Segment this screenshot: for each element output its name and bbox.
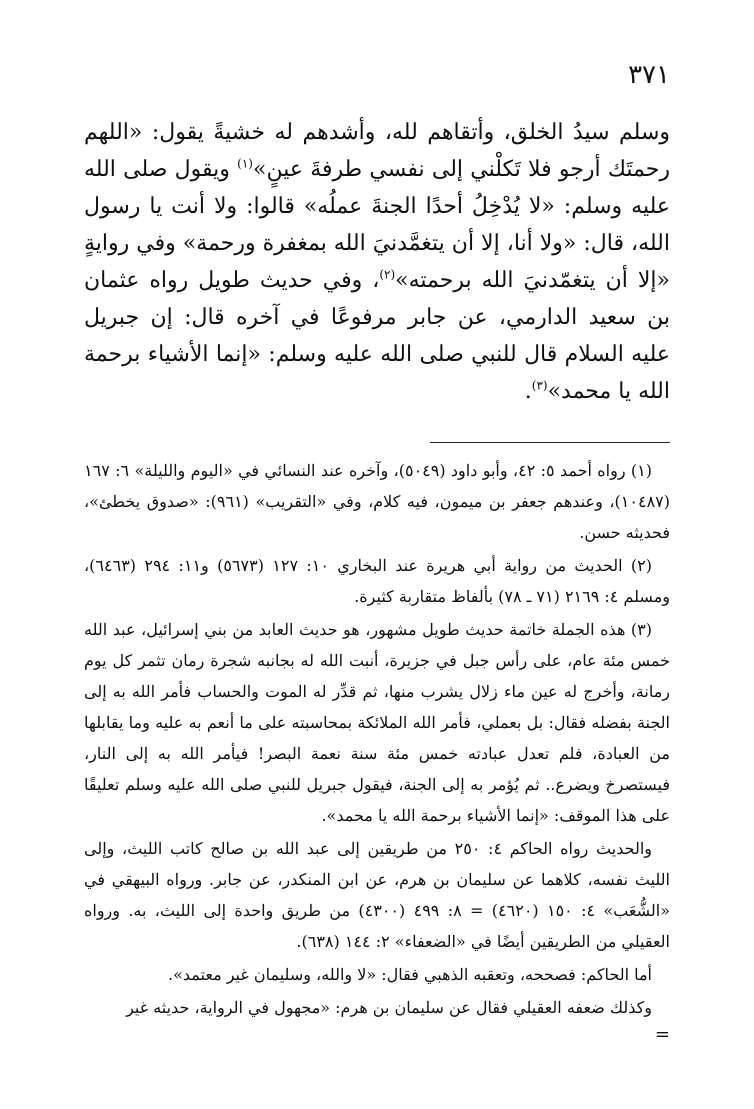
footnote-3-dhahabi: أما الحاكم: فصححه، وتعقبه الذهبي فقال: «لا والله، وسليمان غير معتمد». [168, 965, 652, 984]
footnote-marker-2[interactable]: (٢) [379, 267, 396, 282]
footnote-marker-3[interactable]: (٣) [531, 378, 548, 393]
main-text-part-1: وسلم سيدُ الخلق، وأتقاهم لله، وأشدهم له خشيةً يقول: «اللهم رحمتَك أرجو فلا تَكلْني إلى نفسي طرفةَ عينٍ» [84, 120, 671, 182]
footnote-marker-1[interactable]: (١) [237, 156, 253, 171]
footnote-1: (١) رواه أحمد ٥: ٤٢، وأبو داود (٥٠٤٩)، وآخره عند النسائي في «اليوم والليلة» ٦: ١٦٧ (١٠٤٨٧)، وعندهم جعفر بن ميمون، فيه كلام، وفي «التقريب» (٩٦١): «صدوق يخطئ»، فحديثه حسن. [84, 461, 670, 542]
footnote-divider [430, 442, 670, 443]
footnote-3-uqayli: وكذلك ضعفه العقيلي فقال عن سليمان بن هرم: «مجهول في الرواية، حديثه غير [126, 998, 652, 1017]
main-text-part-4: . [524, 379, 532, 404]
main-text-part-2: ويقول صلى الله عليه وسلم: «لا يُدْخِلُ أحدًا الجنةَ عملُه» قالوا: ولا أنت يا رسول الله، قال: «ولا أنا، إلا أن يتغمَّدنيَ الله بمغفرة ورحمة» وفي روايةٍ «إلا أن يتغمّدنيَ الله برحمته» [84, 157, 670, 293]
footnotes-section [84, 455, 670, 1045]
page-number: ٣٧١ [628, 60, 670, 90]
footnote-3: (٣) هذه الجملة خاتمة حديث طويل مشهور، هو حديث العابد من بني إسرائيل، عبد الله خمس مئة عام، على رأس جبل في جزيرة، أنبت الله له بجانبه شجرة رمان تثمر كل يوم رمانة، وأخرج له عين ماء زلال يشرب منها، ثم قدِّر له الموت والحساب فأمر الله به إلى الجنة بفضله فقال: بل بعملي، فأمر الله الملائكة بمحاسبته على ما أنعم به عليه وما يقابلها من العبادة، فلم تعدل عبادته خمس مئة سنة نعمة البصر! فيأمر الله به إلى النار، فيستصرخ ويضرع.. ثم يُؤمر به إلى الجنة، فيقول جبريل للنبي صلى الله عليه وسلم تعليقًا على هذا الموقف: «إنما الأشياء برحمة الله يا محمد». [84, 620, 670, 825]
main-paragraph [84, 114, 670, 410]
main-text-part-3: ، وفي حديث طويل رواه عثمان بن سعيد الدارمي، عن جابر مرفوعًا في آخره قال: إن جبريل عليه السلام قال للنبي صلى الله عليه وسلم: «إنما الأشياء برحمة الله يا محمد» [84, 268, 670, 404]
document-page [84, 54, 670, 1045]
footnote-2: (٢) الحديث من رواية أبي هريرة عند البخاري ١٠: ١٢٧ (٥٦٧٣) و١١: ٢٩٤ (٦٤٦٣)، ومسلم ٤: ٢١٦٩ (٧١ ـ ٧٨) بألفاظ متقاربة كثيرة. [84, 556, 670, 606]
continuation-mark: = [654, 1024, 670, 1045]
footnote-3-hakim: والحديث رواه الحاكم ٤: ٢٥٠ من طريقين إلى عبد الله بن صالح كاتب الليث، وإلى الليث نفسه، كلاهما عن سليمان بن هرم، عن ابن المنكدر، عن جابر. ورواه البيهقي في «الشُّعَب» ٤: ١٥٠ (٤٦٢٠) = ٨: ٤٩٩ (٤٣٠٠) من طريق واحدة إلى الليث، به. ورواه العقيلي من الطريقين أيضًا في «الضعفاء» ٢: ١٤٤ (٦٣٨). [84, 839, 671, 951]
